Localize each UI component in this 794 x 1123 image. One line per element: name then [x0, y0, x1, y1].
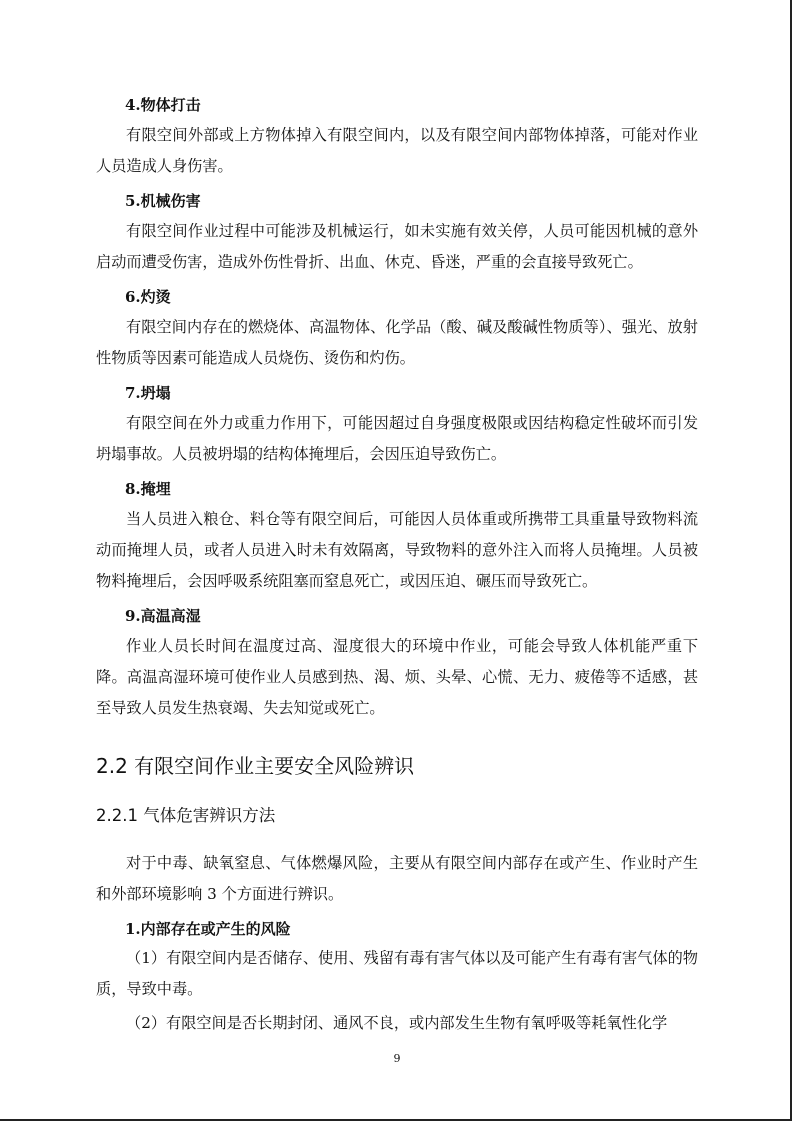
heading-burial: 8.掩埋 — [125, 480, 171, 498]
heading-burn: 6.灼烫 — [125, 288, 171, 306]
heading-impact: 4.物体打击 — [125, 96, 201, 114]
section-title: 2.2 有限空间作业主要安全风险辨识 — [96, 754, 415, 778]
paragraph-heat-humidity: 作业人员长时间在温度过高、湿度很大的环境中作业，可能会导致人体机能严重下降。高温高湿环境可使作业人员感到热、渴、烦、头晕、心慌、无力、疲倦等不适感，甚至导致人员发生热衰竭、失去知觉或死亡。 — [96, 637, 698, 717]
heading-internal-risk: 1.内部存在或产生的风险 — [125, 920, 291, 938]
paragraph-intro: 对于中毒、缺氧窒息、气体燃爆风险，主要从有限空间内部存在或产生、作业时产生和外部环境影响 3 个方面进行辨识。 — [96, 854, 698, 903]
document-body — [96, 94, 698, 1039]
paragraph-burn: 有限空间内存在的燃烧体、高温物体、化学品（酸、碱及酸碱性物质等）、强光、放射性物质等因素可能造成人员烧伤、烫伤和灼伤。 — [96, 318, 698, 367]
paragraph-burial: 当人员进入粮仓、料仓等有限空间后，可能因人员体重或所携带工具重量导致物料流动而掩埋人员，或者人员进入时未有效隔离，导致物料的意外注入而将人员掩埋。人员被物料掩埋后，会因呼吸系统阻塞而窒息死亡，或因压迫、碾压而导致死亡。 — [96, 510, 698, 590]
list-item-1: （1）有限空间内是否储存、使用、残留有毒有害气体以及可能产生有毒有害气体的物质，导致中毒。 — [96, 949, 698, 998]
page-number: 9 — [393, 1052, 401, 1065]
heading-mechanical: 5.机械伤害 — [125, 192, 201, 210]
paragraph-impact: 有限空间外部或上方物体掉入有限空间内，以及有限空间内部物体掉落，可能对作业人员造成人身伤害。 — [96, 126, 698, 175]
heading-collapse: 7.坍塌 — [125, 384, 171, 402]
list-item-2: （2）有限空间是否长期封闭、通风不良，或内部发生生物有氧呼吸等耗氧性化学 — [126, 1014, 668, 1032]
paragraph-mechanical: 有限空间作业过程中可能涉及机械运行，如未实施有效关停，人员可能因机械的意外启动而遭受伤害，造成外伤性骨折、出血、休克、昏迷，严重的会直接导致死亡。 — [96, 222, 698, 271]
subsection-title: 2.2.1 气体危害辨识方法 — [96, 806, 276, 825]
paragraph-collapse: 有限空间在外力或重力作用下，可能因超过自身强度极限或因结构稳定性破坏而引发坍塌事故。人员被坍塌的结构体掩埋后，会因压迫导致伤亡。 — [96, 414, 698, 463]
heading-heat-humidity: 9.高温高湿 — [125, 607, 201, 625]
